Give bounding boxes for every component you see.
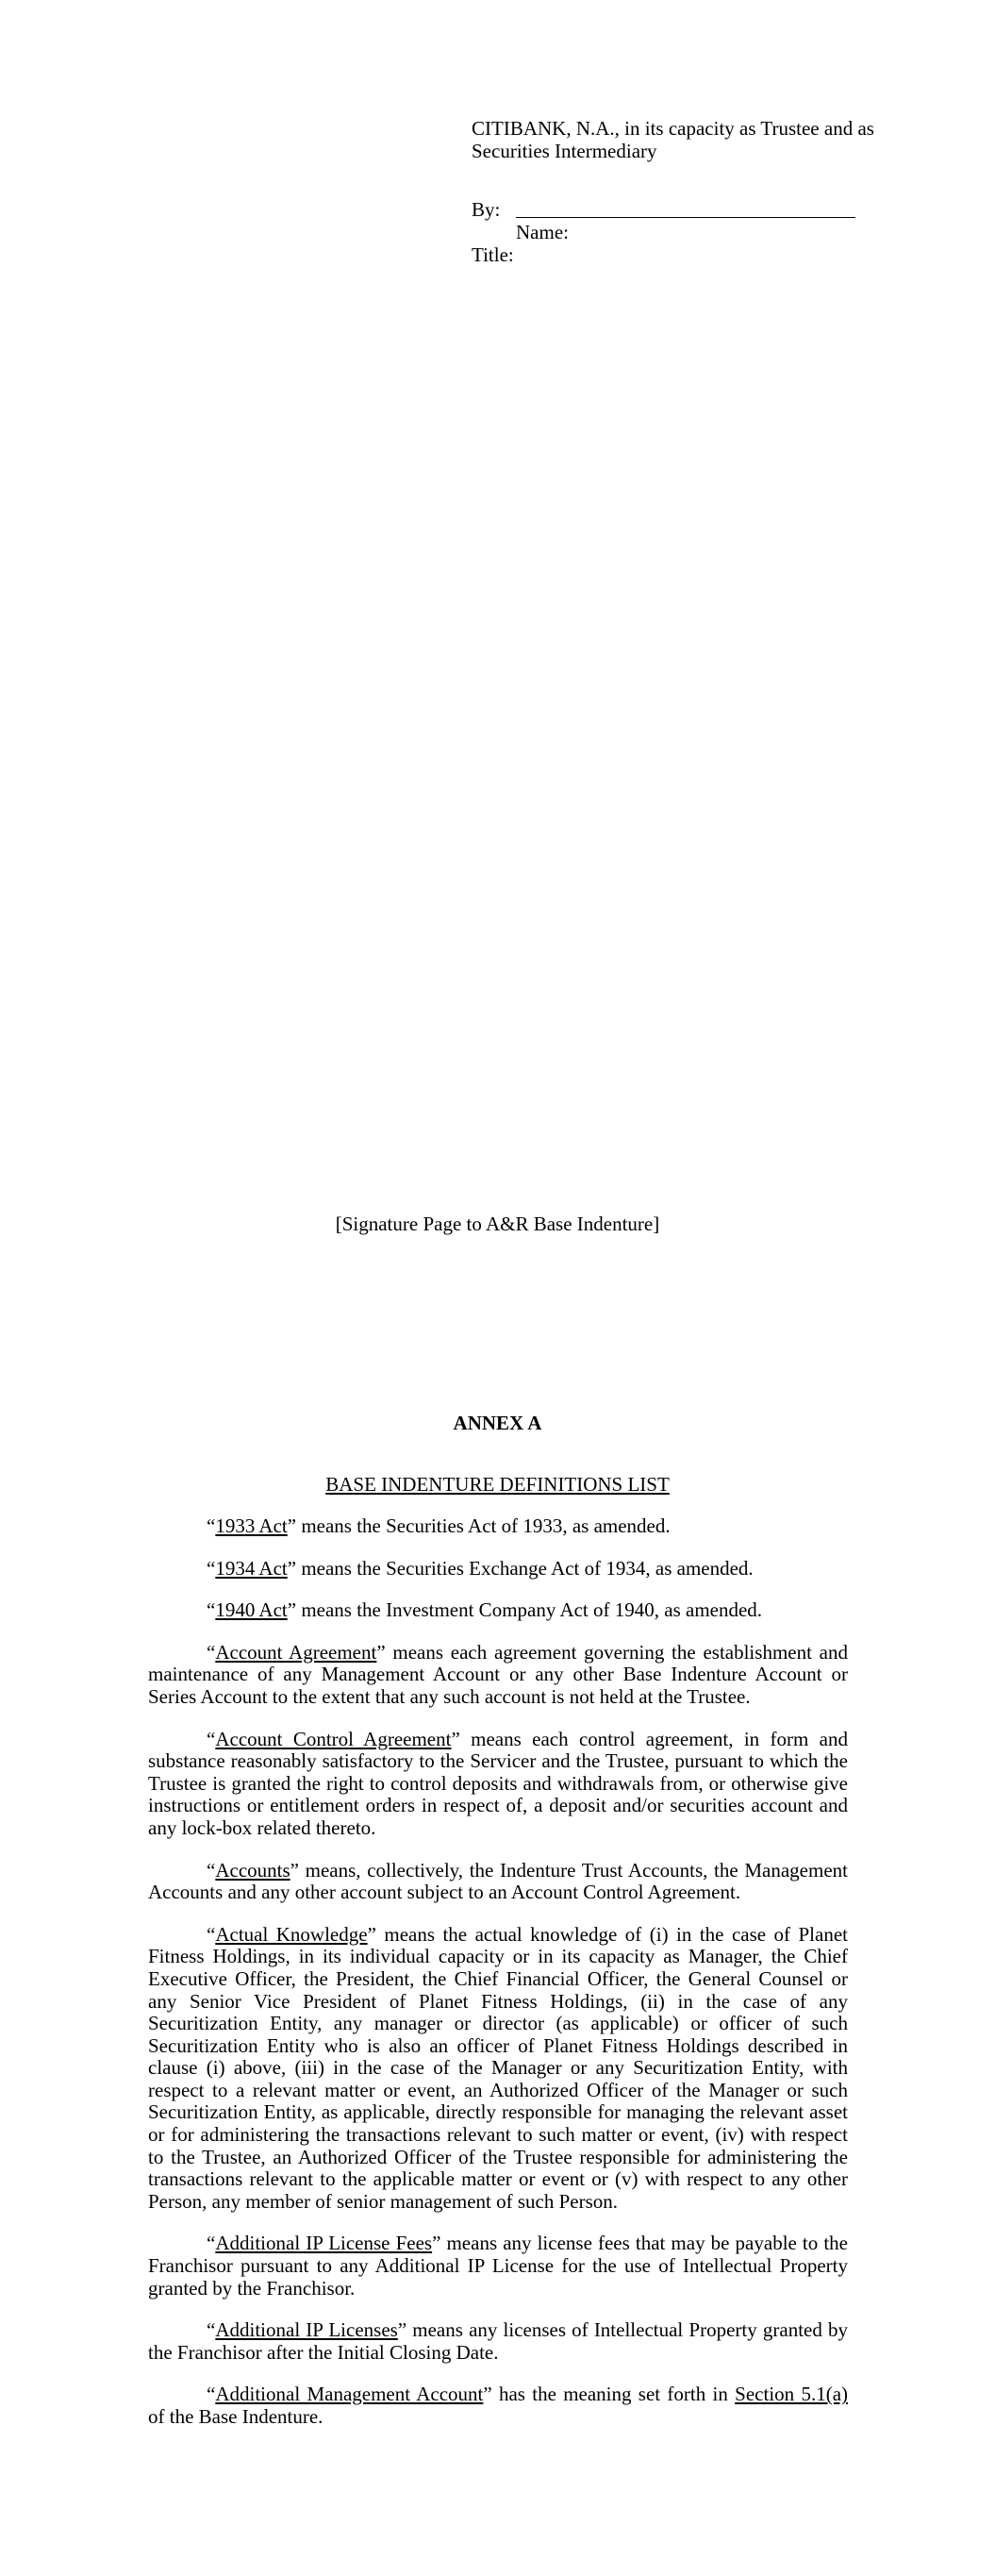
defined-term: Additional Management Account: [215, 2383, 484, 2406]
definitions-list: [148, 1515, 848, 2449]
definition-additional-ip-license-fees: “Additional IP License Fees” means any license fees that may be payable to the Franchisor pursuant to any Additional IP License for the use of Intellectual Property granted by the Franchisor.: [148, 2232, 849, 2300]
title-label: Title:: [472, 243, 514, 266]
definition-text: ” means each control agreement, in form and substance reasonably satisfactory to the Servicer and the Trustee, pursuant to which the Trustee is granted the right to control deposits and withdrawals from, or otherwise give instructions or entitlement orders in respect of, a deposit and/or securities account and any lock-box related thereto.: [148, 1727, 848, 1839]
definition-1933-act: “1933 Act” means the Securities Act of 1933, as amended.: [207, 1514, 671, 1537]
signatory-entity: CITIBANK, N.A., in its capacity as Trustee and as Securities Intermediary: [472, 117, 874, 162]
definition-1940-act: “1940 Act” means the Investment Company Act of 1940, as amended.: [207, 1598, 763, 1622]
section-reference-link[interactable]: Section 5.1(a): [735, 2383, 849, 2406]
defined-term: Additional IP Licenses: [215, 2318, 398, 2342]
defined-term: 1940 Act: [215, 1598, 288, 1622]
definition-text-after: of the Base Indenture.: [148, 2405, 323, 2428]
definition-additional-ip-licenses: “Additional IP Licenses” means any licenses of Intellectual Property granted by the Franchisor after the Initial Closing Date.: [148, 2318, 848, 2364]
definition-additional-management-account: “Additional Management Account” has the meaning set forth in Section 5.1(a) of the Base Indenture.: [148, 2383, 849, 2428]
defined-term: Accounts: [215, 1858, 290, 1882]
name-label: Name:: [516, 221, 569, 243]
definition-text: ” means, collectively, the Indenture Trust Accounts, the Management Accounts and any other account subject to an Account Control Agreement.: [148, 1858, 848, 1904]
definition-1934-act: “1934 Act” means the Securities Exchange Act of 1934, as amended.: [207, 1556, 754, 1580]
signature-page-caption: [Signature Page to A&R Base Indenture]: [335, 1213, 660, 1235]
definition-text: ” means any licenses of Intellectual Property granted by the Franchisor after the Initial Closing Date.: [148, 2318, 848, 2364]
definition-accounts: “Accounts” means, collectively, the Indenture Trust Accounts, the Management Accounts and any other account subject to an Account Control Agreement.: [148, 1858, 848, 1904]
annex-title: ANNEX A: [453, 1412, 542, 1434]
defined-term: 1934 Act: [215, 1556, 288, 1580]
signature-line: [516, 217, 855, 218]
defined-term: Account Agreement: [215, 1640, 377, 1664]
defined-term: Account Control Agreement: [215, 1727, 452, 1750]
definition-actual-knowledge: “Actual Knowledge” means the actual knowledge of (i) in the case of Planet Fitness Holdings, in its individual capacity or in its capacity as Manager, the Chief Executive Officer, the President, the Chief Financial Officer, the General Counsel or any Senior Vice President of Planet Fitness Holdings, (ii) in the case of any Securitization Entity, any manager or director (as applicable) or officer of such Securitization Entity who is also an officer of Planet Fitness Holdings described in clause (i) above, (iii) in the case of the Manager or any Securitization Entity, with respect to a relevant matter or event, an Authorized Officer of the Manager or such Securitization Entity, as applicable, directly responsible for managing the relevant asset or for administering the transactions relevant to such matter or event, (iv) with respect to the Trustee, an Authorized Officer of the Trustee responsible for administering the transactions relevant to the applicable matter or event or (v) with respect to any other Person, any member of senior management of such Person.: [148, 1922, 848, 2213]
defined-term: Additional IP License Fees: [215, 2232, 433, 2255]
definition-text: ” has the meaning set forth in: [483, 2383, 736, 2406]
definition-text: ” means the Investment Company Act of 1940, as amended.: [287, 1598, 763, 1622]
defined-term: 1933 Act: [215, 1514, 288, 1537]
definition-text: ” means the Securities Exchange Act of 1934, as amended.: [287, 1556, 754, 1580]
by-label: By:: [472, 198, 501, 221]
definition-account-agreement: “Account Agreement” means each agreement governing the establishment and maintenance of any Management Account or any other Base Indenture Account or Series Account to the extent that any such account is not held at the Trustee.: [148, 1640, 848, 1708]
definition-text: ” means any license fees that may be payable to the Franchisor pursuant to any Additional IP License for the use of Intellectual Property granted by the Franchisor.: [148, 2232, 849, 2300]
definition-account-control-agreement: “Account Control Agreement” means each control agreement, in form and substance reasonably satisfactory to the Servicer and the Trustee, pursuant to which the Trustee is granted the right to control deposits and withdrawals from, or otherwise give instructions or entitlement orders in respect of, a deposit and/or securities account and any lock-box related thereto.: [148, 1727, 848, 1839]
definition-text: ” means each agreement governing the establishment and maintenance of any Management Account or any other Base Indenture Account or Series Account to the extent that any such account is not held at the Trustee.: [148, 1640, 848, 1708]
signature-by-row: [472, 198, 877, 221]
defined-term: Actual Knowledge: [215, 1922, 368, 1946]
definitions-heading: BASE INDENTURE DEFINITIONS LIST: [325, 1473, 670, 1496]
definition-text: ” means the Securities Act of 1933, as amended.: [287, 1514, 671, 1537]
signature-block: [472, 117, 877, 266]
definition-text: ” means the actual knowledge of (i) in the case of Planet Fitness Holdings, in its individual capacity or in its capacity as Manager, the Chief Executive Officer, the President, the Chief Financial Officer, the General Counsel or any Senior Vice President of Planet Fitness Holdings, (ii) in the case of any Securitization Entity, any manager or director (as applicable) or officer of such Securitization Entity who is also an officer of Planet Fitness Holdings described in clause (i) above, (iii) in the case of the Manager or any Securitization Entity, with respect to a relevant matter or event, an Authorized Officer of the Manager or such Securitization Entity, as applicable, directly responsible for managing the relevant asset or for administering the transactions relevant to such matter or event, (iv) with respect to the Trustee, an Authorized Officer of the Trustee responsible for administering the transactions relevant to the applicable matter or event or (v) with respect to any other Person, any member of senior management of such Person.: [148, 1922, 848, 2213]
